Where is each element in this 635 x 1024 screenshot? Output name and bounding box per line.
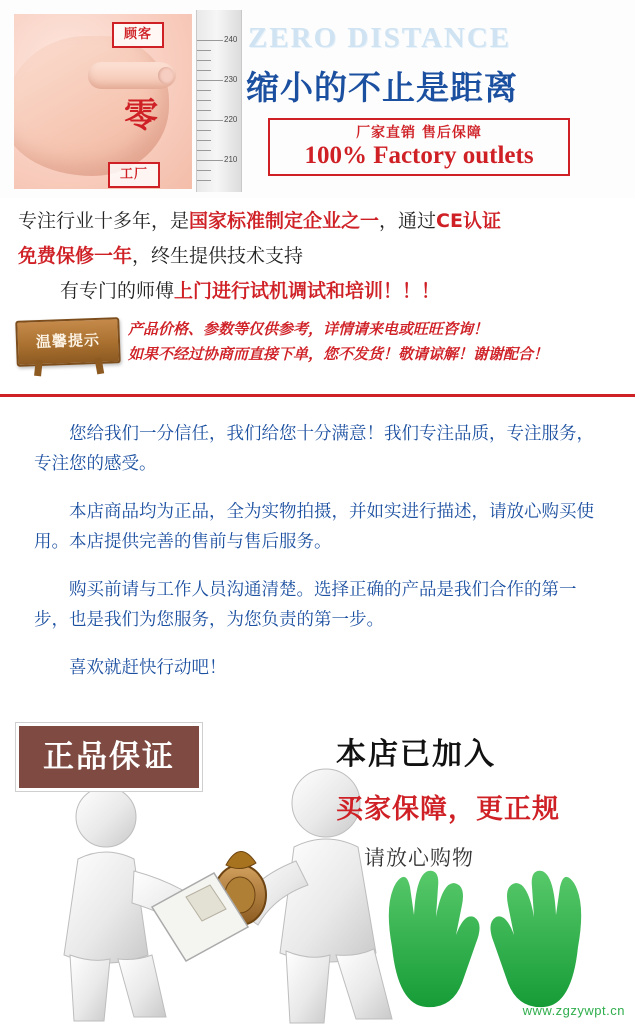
english-headline: ZERO DISTANCE bbox=[248, 22, 512, 54]
claim-3-text: 有专门的师傅 bbox=[60, 280, 175, 302]
ruler-number: 210 bbox=[224, 155, 238, 164]
promise-section bbox=[0, 394, 635, 699]
label-guest: 顾客 bbox=[112, 22, 164, 48]
joined-subtitle: 买家保障，更正规 bbox=[336, 794, 560, 825]
green-hands-icon bbox=[389, 871, 581, 1007]
wooden-sign-icon bbox=[15, 317, 121, 367]
ruler-graphic bbox=[196, 10, 242, 192]
promise-paragraph-3: 购买前请与工作人员沟通清楚。选择正确的产品是我们合作的第一步，也是我们为您服务，为您负责的第一步。 bbox=[34, 580, 577, 630]
notice-text bbox=[128, 317, 548, 367]
label-factory: 工厂 bbox=[108, 162, 160, 188]
notice-line-1: 产品价格、参数等仅供参考，详情请来电或旺旺咨询！ bbox=[128, 320, 489, 338]
hand-photo bbox=[14, 14, 192, 189]
claim-3-highlight: 上门进行试机调试和培训！！！ bbox=[174, 280, 441, 302]
joined-note: 请放心购物 bbox=[364, 846, 474, 870]
promise-paragraph-4: 喜欢就赶快行动吧！ bbox=[69, 658, 227, 678]
factory-outlet-box bbox=[268, 118, 570, 176]
joined-block bbox=[336, 729, 626, 872]
claims-section bbox=[0, 198, 635, 394]
genuine-badge-label: 正品保证 bbox=[43, 739, 175, 775]
ruler-number: 240 bbox=[224, 35, 238, 44]
chinese-headline: 缩小的不止是距离 bbox=[246, 68, 518, 107]
claim-1-text-a: 专注行业十多年，是 bbox=[18, 210, 190, 232]
promise-paragraph-2: 本店商品均为正品，全为实物拍摄，并如实进行描述，请放心购买使用。本店提供完善的售前与售后服务。 bbox=[34, 502, 594, 552]
factory-outlet-title: 100% Factory outlets bbox=[304, 142, 534, 169]
ruler-number: 230 bbox=[224, 75, 238, 84]
claim-1-text-b: ，通过 bbox=[379, 210, 437, 232]
promise-paragraph-1: 您给我们一分信任，我们给您十分满意！我们专注品质，专注服务，专注您的感受。 bbox=[34, 424, 594, 474]
claim-line-3 bbox=[0, 276, 635, 303]
genuine-badge bbox=[16, 723, 202, 791]
claim-2-highlight: 免费保修一年 bbox=[18, 245, 133, 267]
notice-sign-label: 温馨提示 bbox=[35, 330, 101, 352]
factory-outlet-subtitle: 厂家直销 售后保障 bbox=[356, 125, 482, 141]
banner-section bbox=[0, 0, 635, 198]
claim-2-text: ，终生提供技术支持 bbox=[132, 245, 304, 267]
bottom-artwork-section bbox=[0, 699, 635, 1024]
site-watermark: www.zgzywpt.cn bbox=[522, 1003, 625, 1018]
notice-line-2: 如果不经过协商而直接下单，您不发货！敬请谅解！谢谢配合！ bbox=[128, 345, 549, 363]
claim-line-2 bbox=[0, 241, 635, 268]
ruler-number: 220 bbox=[224, 115, 238, 124]
fingernail bbox=[158, 67, 174, 84]
claim-1-ce: CE认证 bbox=[436, 210, 501, 232]
claim-1-highlight: 国家标准制定企业之一 bbox=[189, 210, 380, 232]
notice-row bbox=[0, 317, 635, 379]
pointing-finger-icon bbox=[88, 62, 176, 89]
joined-title: 本店已加入 bbox=[336, 737, 496, 772]
claim-line-1 bbox=[0, 206, 635, 233]
label-zero: 零 bbox=[124, 96, 158, 136]
